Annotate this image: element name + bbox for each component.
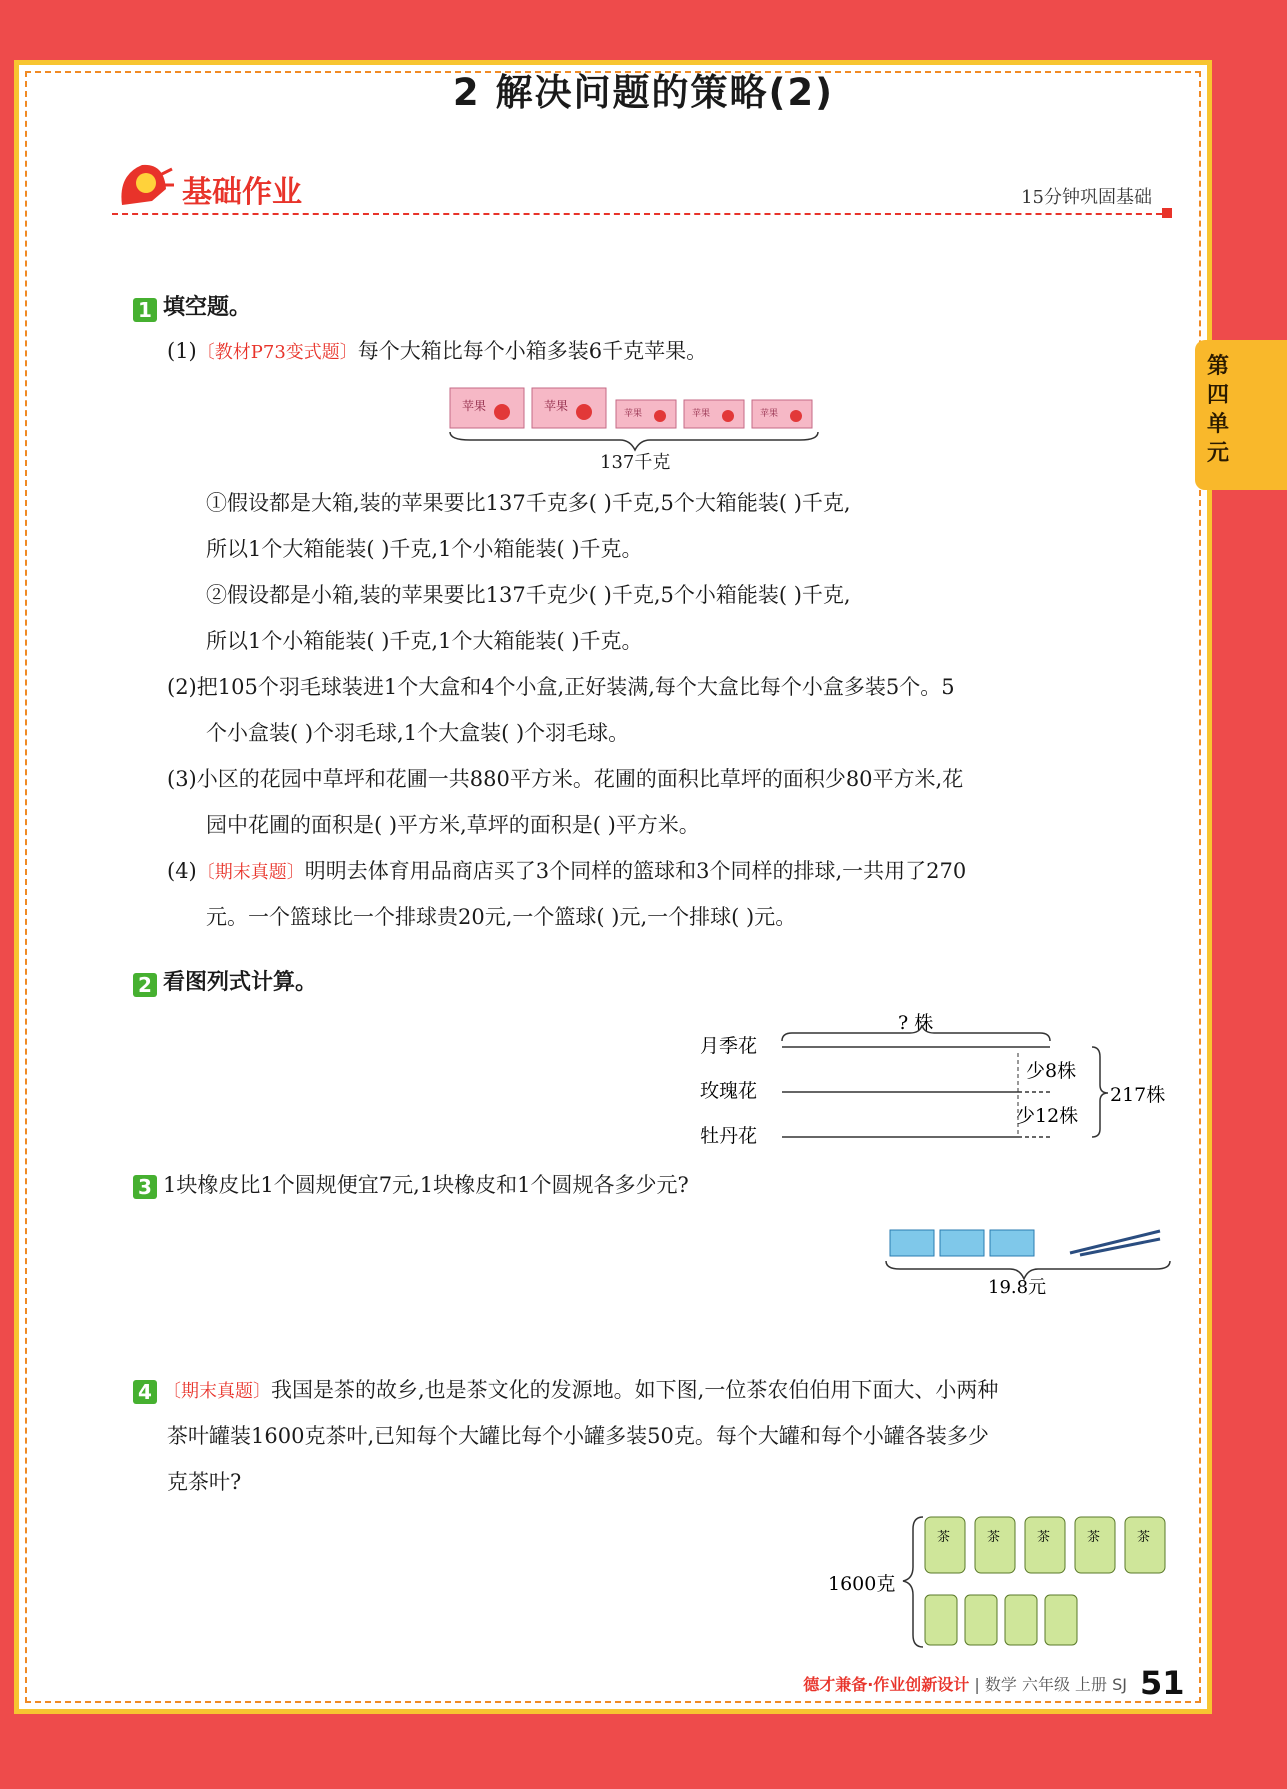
box-label: 苹果	[692, 409, 711, 419]
q1-title: 填空题。	[163, 295, 252, 320]
page-title: 2 解决问题的策略(2)	[452, 71, 835, 114]
small-can	[1045, 1595, 1077, 1645]
q1-part1-line1: ①假设都是大箱,装的苹果要比137千克多( )千克,5个大箱能装( )千克,	[206, 491, 851, 515]
q1-number: 1	[133, 298, 157, 322]
big-box	[532, 388, 606, 428]
brace	[450, 432, 818, 450]
big-box	[450, 388, 524, 428]
small-box	[752, 400, 812, 428]
small-can	[925, 1595, 957, 1645]
can-label: 茶	[1037, 1530, 1051, 1545]
box-label: 苹果	[624, 409, 643, 419]
box-label: 苹果	[544, 399, 569, 413]
large-can	[1025, 1517, 1065, 1573]
can-label: 茶	[987, 1530, 1001, 1545]
q3-number: 3	[133, 1175, 157, 1199]
q1-part1-prefix: (1)	[167, 339, 197, 363]
footer-text: 德才兼备·作业创新设计 | 数学 六年级 上册 SJ	[803, 1675, 1127, 1694]
eraser	[890, 1230, 934, 1256]
q4-line1	[133, 1377, 998, 1405]
q2-title: 看图列式计算。	[163, 970, 318, 995]
q1-part2-line2: 个小盒装( )个羽毛球,1个大盒装( )个羽毛球。	[206, 721, 630, 745]
q4-total: 1600克	[828, 1573, 896, 1595]
q1-part3-line2: 园中花圃的面积是( )平方米,草坪的面积是( )平方米。	[206, 813, 700, 837]
q3-text: 1块橡皮比1个圆规便宜7元,1块橡皮和1个圆规各多少元?	[163, 1173, 689, 1197]
section-subtitle: 15分钟巩固基础	[1021, 187, 1152, 208]
tea-can-figure	[825, 1505, 1175, 1655]
can-label: 茶	[1087, 1530, 1101, 1545]
box-total: 137千克	[600, 452, 671, 473]
less-8: 少8株	[1026, 1060, 1077, 1082]
q4-line3: 克茶叶?	[167, 1470, 242, 1494]
q2-number: 2	[133, 973, 157, 997]
q2-heading	[133, 965, 317, 997]
eraser	[990, 1230, 1034, 1256]
q1-part3-line1: (3)小区的花园中草坪和花圃一共880平方米。花圃的面积比草坪的面积少80平方米,花	[167, 767, 964, 791]
unit-tab-label: 第四单元	[1207, 354, 1230, 466]
q1-part2-line1: (2)把105个羽毛球装进1个大盒和4个小盒,正好装满,每个大盒比每个小盒多装5个。5	[167, 675, 955, 699]
section-divider	[112, 213, 1172, 215]
can-label: 茶	[1137, 1530, 1151, 1545]
q1-part1-line3: ②假设都是小箱,装的苹果要比137千克少( )千克,5个小箱能装( )千克,	[206, 583, 851, 607]
eraser	[940, 1230, 984, 1256]
q1-part4-tag: 〔期末真题〕	[196, 862, 305, 883]
apple-box-figure	[440, 378, 860, 474]
q4-tag: 〔期末真题〕	[163, 1381, 271, 1402]
small-can	[1005, 1595, 1037, 1645]
label-peony: 牡丹花	[700, 1125, 758, 1147]
q1-part1-line4: 所以1个小箱能装( )千克,1个大箱能装( )千克。	[206, 629, 643, 653]
eraser-compass-figure	[880, 1225, 1180, 1295]
large-can	[975, 1517, 1015, 1573]
q4-text1: 我国是茶的故乡,也是茶文化的发源地。如下图,一位茶农伯伯用下面大、小两种	[271, 1378, 999, 1402]
q4-line2: 茶叶罐装1600克茶叶,已知每个大罐比每个小罐多装50克。每个大罐和每个小罐各装多少	[167, 1424, 989, 1448]
small-box	[684, 400, 744, 428]
large-can	[925, 1517, 965, 1573]
less-12: 少12株	[1016, 1105, 1079, 1127]
unit-tab	[1195, 340, 1287, 490]
compass-icon	[1070, 1231, 1160, 1255]
small-box	[616, 400, 676, 428]
top-question: ? 株	[898, 1012, 934, 1034]
q1-part1-intro	[167, 338, 707, 366]
small-can	[965, 1595, 997, 1645]
section-header	[112, 155, 1172, 225]
q1-part4-prefix: (4)	[167, 859, 197, 883]
total-brace	[1092, 1047, 1108, 1137]
q1-part4-line2: 元。一个篮球比一个排球贵20元,一个篮球( )元,一个排球( )元。	[206, 905, 797, 929]
footer-info: 数学 六年级 上册 SJ	[984, 1675, 1127, 1694]
q4-number: 4	[133, 1380, 157, 1404]
q1-part4-line1	[167, 858, 966, 886]
bell-icon	[112, 155, 176, 215]
divider-end-mark	[1162, 208, 1172, 218]
label-rose: 玫瑰花	[700, 1080, 758, 1102]
q3-total: 19.8元	[988, 1277, 1047, 1295]
q1-part1-tag: 〔教材P73变式题〕	[196, 342, 358, 363]
flower-diagram	[700, 1005, 1170, 1155]
page-number: 51	[1140, 1664, 1185, 1702]
q1-part1-line2: 所以1个大箱能装( )千克,1个小箱能装( )千克。	[206, 537, 643, 561]
large-can	[1075, 1517, 1115, 1573]
large-can	[1125, 1517, 1165, 1573]
can-label: 茶	[937, 1530, 951, 1545]
q1-heading	[133, 290, 251, 322]
footer-brand: 德才兼备·作业创新设计	[803, 1675, 970, 1694]
total-trees: 217株	[1110, 1084, 1166, 1106]
box-label: 苹果	[462, 399, 487, 413]
q1-part1-text: 每个大箱比每个小箱多装6千克苹果。	[357, 339, 708, 363]
box-label: 苹果	[760, 409, 779, 419]
label-rose-monthly: 月季花	[700, 1035, 758, 1057]
brace	[903, 1517, 923, 1647]
q1-part4-text: 明明去体育用品商店买了3个同样的篮球和3个同样的排球,一共用了270	[304, 859, 967, 883]
q3-line	[133, 1172, 689, 1199]
section-title: 基础作业	[182, 175, 302, 210]
